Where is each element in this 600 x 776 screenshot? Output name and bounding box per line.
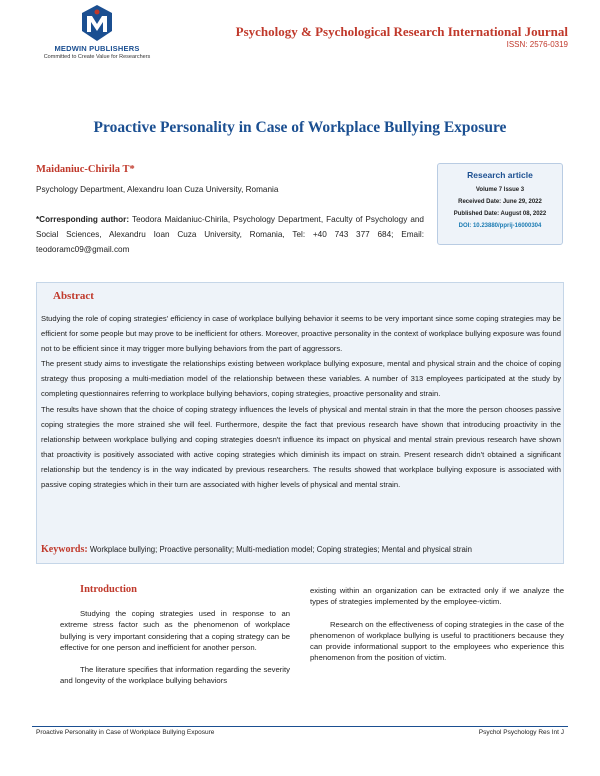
body-paragraph: The literature specifies that information regarding the severity and longevity of the workplace bullying behaviors xyxy=(60,665,290,686)
body-paragraph: Studying the coping strategies used in response to an extreme stress factor such as the phenomenon of workplace bullying is very important considering that a coping strategy can be effective for one person and inefficient for another person. xyxy=(60,609,290,652)
body-column-right xyxy=(310,585,564,675)
published-date: Published Date: August 08, 2022 xyxy=(453,211,547,217)
publisher-tagline: Committed to Create Value for Researchers xyxy=(43,54,151,60)
article-title: Proactive Personality in Case of Workplace Bullying Exposure xyxy=(93,119,507,136)
journal-title[interactable]: Psychology & Psychological Research International Journal xyxy=(235,24,568,39)
footer-divider xyxy=(32,726,568,727)
publisher-logo[interactable] xyxy=(32,4,162,66)
author-name: Maidaniuc-Chirila T* xyxy=(36,164,135,175)
footer-journal-abbrev: Psychol Psychology Res Int J xyxy=(478,729,564,736)
keywords xyxy=(41,544,565,555)
introduction-heading: Introduction xyxy=(80,584,137,595)
corresponding-details: Teodora Maidaniuc-Chirila, Psychology Department, Faculty of Psychology and Social Sciences, Alexandru Ioan Cuza University, Romania, Tel: +40 743 377 684; Email: teodoramc09@gmail.com xyxy=(36,215,424,254)
body-paragraph-continued: existing within an organization can be extracted only if we analyze the types of strategies implemented by the employee-victim. xyxy=(310,586,564,607)
abstract-section xyxy=(36,282,564,564)
received-date: Received Date: June 29, 2022 xyxy=(458,199,542,205)
abstract-paragraph: The present study aims to investigate the relationships existing between workplace bullying exposure, mental and physical strain and the choice of coping strategy thus proposing a multi-mediation model of the relationship between these variables. A number of 313 employees participated at the study by completing questionnaires referring to workplace bullying behaviors, coping strategies, proactive personality and strain. xyxy=(41,359,561,399)
body-column-left xyxy=(60,608,290,698)
abstract-body xyxy=(37,311,565,492)
research-article-box xyxy=(437,163,563,245)
publisher-name: MEDWIN PUBLISHERS xyxy=(54,44,140,53)
corresponding-author xyxy=(36,212,424,257)
keywords-list: Workplace bullying; Proactive personality; Multi-mediation model; Coping strategies; Mental and physical strain xyxy=(87,545,472,554)
doi-link[interactable]: DOI: 10.23880/pprij-16000304 xyxy=(458,223,542,229)
corresponding-label: *Corresponding author: xyxy=(36,215,130,224)
abstract-paragraph: Studying the role of coping strategies' efficiency in case of workplace bullying behavior it seems to be very important since some coping strategies may be efficient for some people but may prove to be inefficient for others. Moreover, proactive personality in the context of workplace bullying exposure was found not to be efficient since it may trigger more bullying behaviors from the part of aggressors. xyxy=(41,314,561,354)
article-type: Research article xyxy=(467,170,533,180)
keywords-label: Keywords: xyxy=(41,544,88,555)
page-header xyxy=(0,0,600,70)
abstract-paragraph: The results have shown that the choice of coping strategy influences the levels of physical and mental strain in that the more the person chooses passive coping strategies the more strained she will feel. Furthermore, despite the fact that previous research have shown that introducing proactivity in the relationship between workplace bullying and coping strategies doesn't influence its impact on physical and mental strain previous research have shown that proactivity is positively associated with active coping strategies which diminish its impact on strain. Present research didn't obtained a significant relationship but the tendency is in the way indicated by previous researchers. The results showed that workplace bullying exposure is associated with passive coping strategies which in their turn are associated with higher levels of physical and mental strain. xyxy=(41,404,561,490)
footer-running-title: Proactive Personality in Case of Workplace Bullying Exposure xyxy=(36,729,215,736)
medwin-logo-icon xyxy=(80,4,114,42)
body-paragraph: Research on the effectiveness of coping strategies in the case of the phenomenon of workplace bullying is useful to practitioners because they can provide informational support to the employees who experience this phenomenon from the position of victim. xyxy=(310,619,564,663)
abstract-heading: Abstract xyxy=(53,290,94,302)
journal-issn: ISSN: 2576-0319 xyxy=(506,40,568,49)
author-affiliation: Psychology Department, Alexandru Ioan Cuza University, Romania xyxy=(36,185,279,194)
volume-issue: Volume 7 Issue 3 xyxy=(475,187,525,193)
